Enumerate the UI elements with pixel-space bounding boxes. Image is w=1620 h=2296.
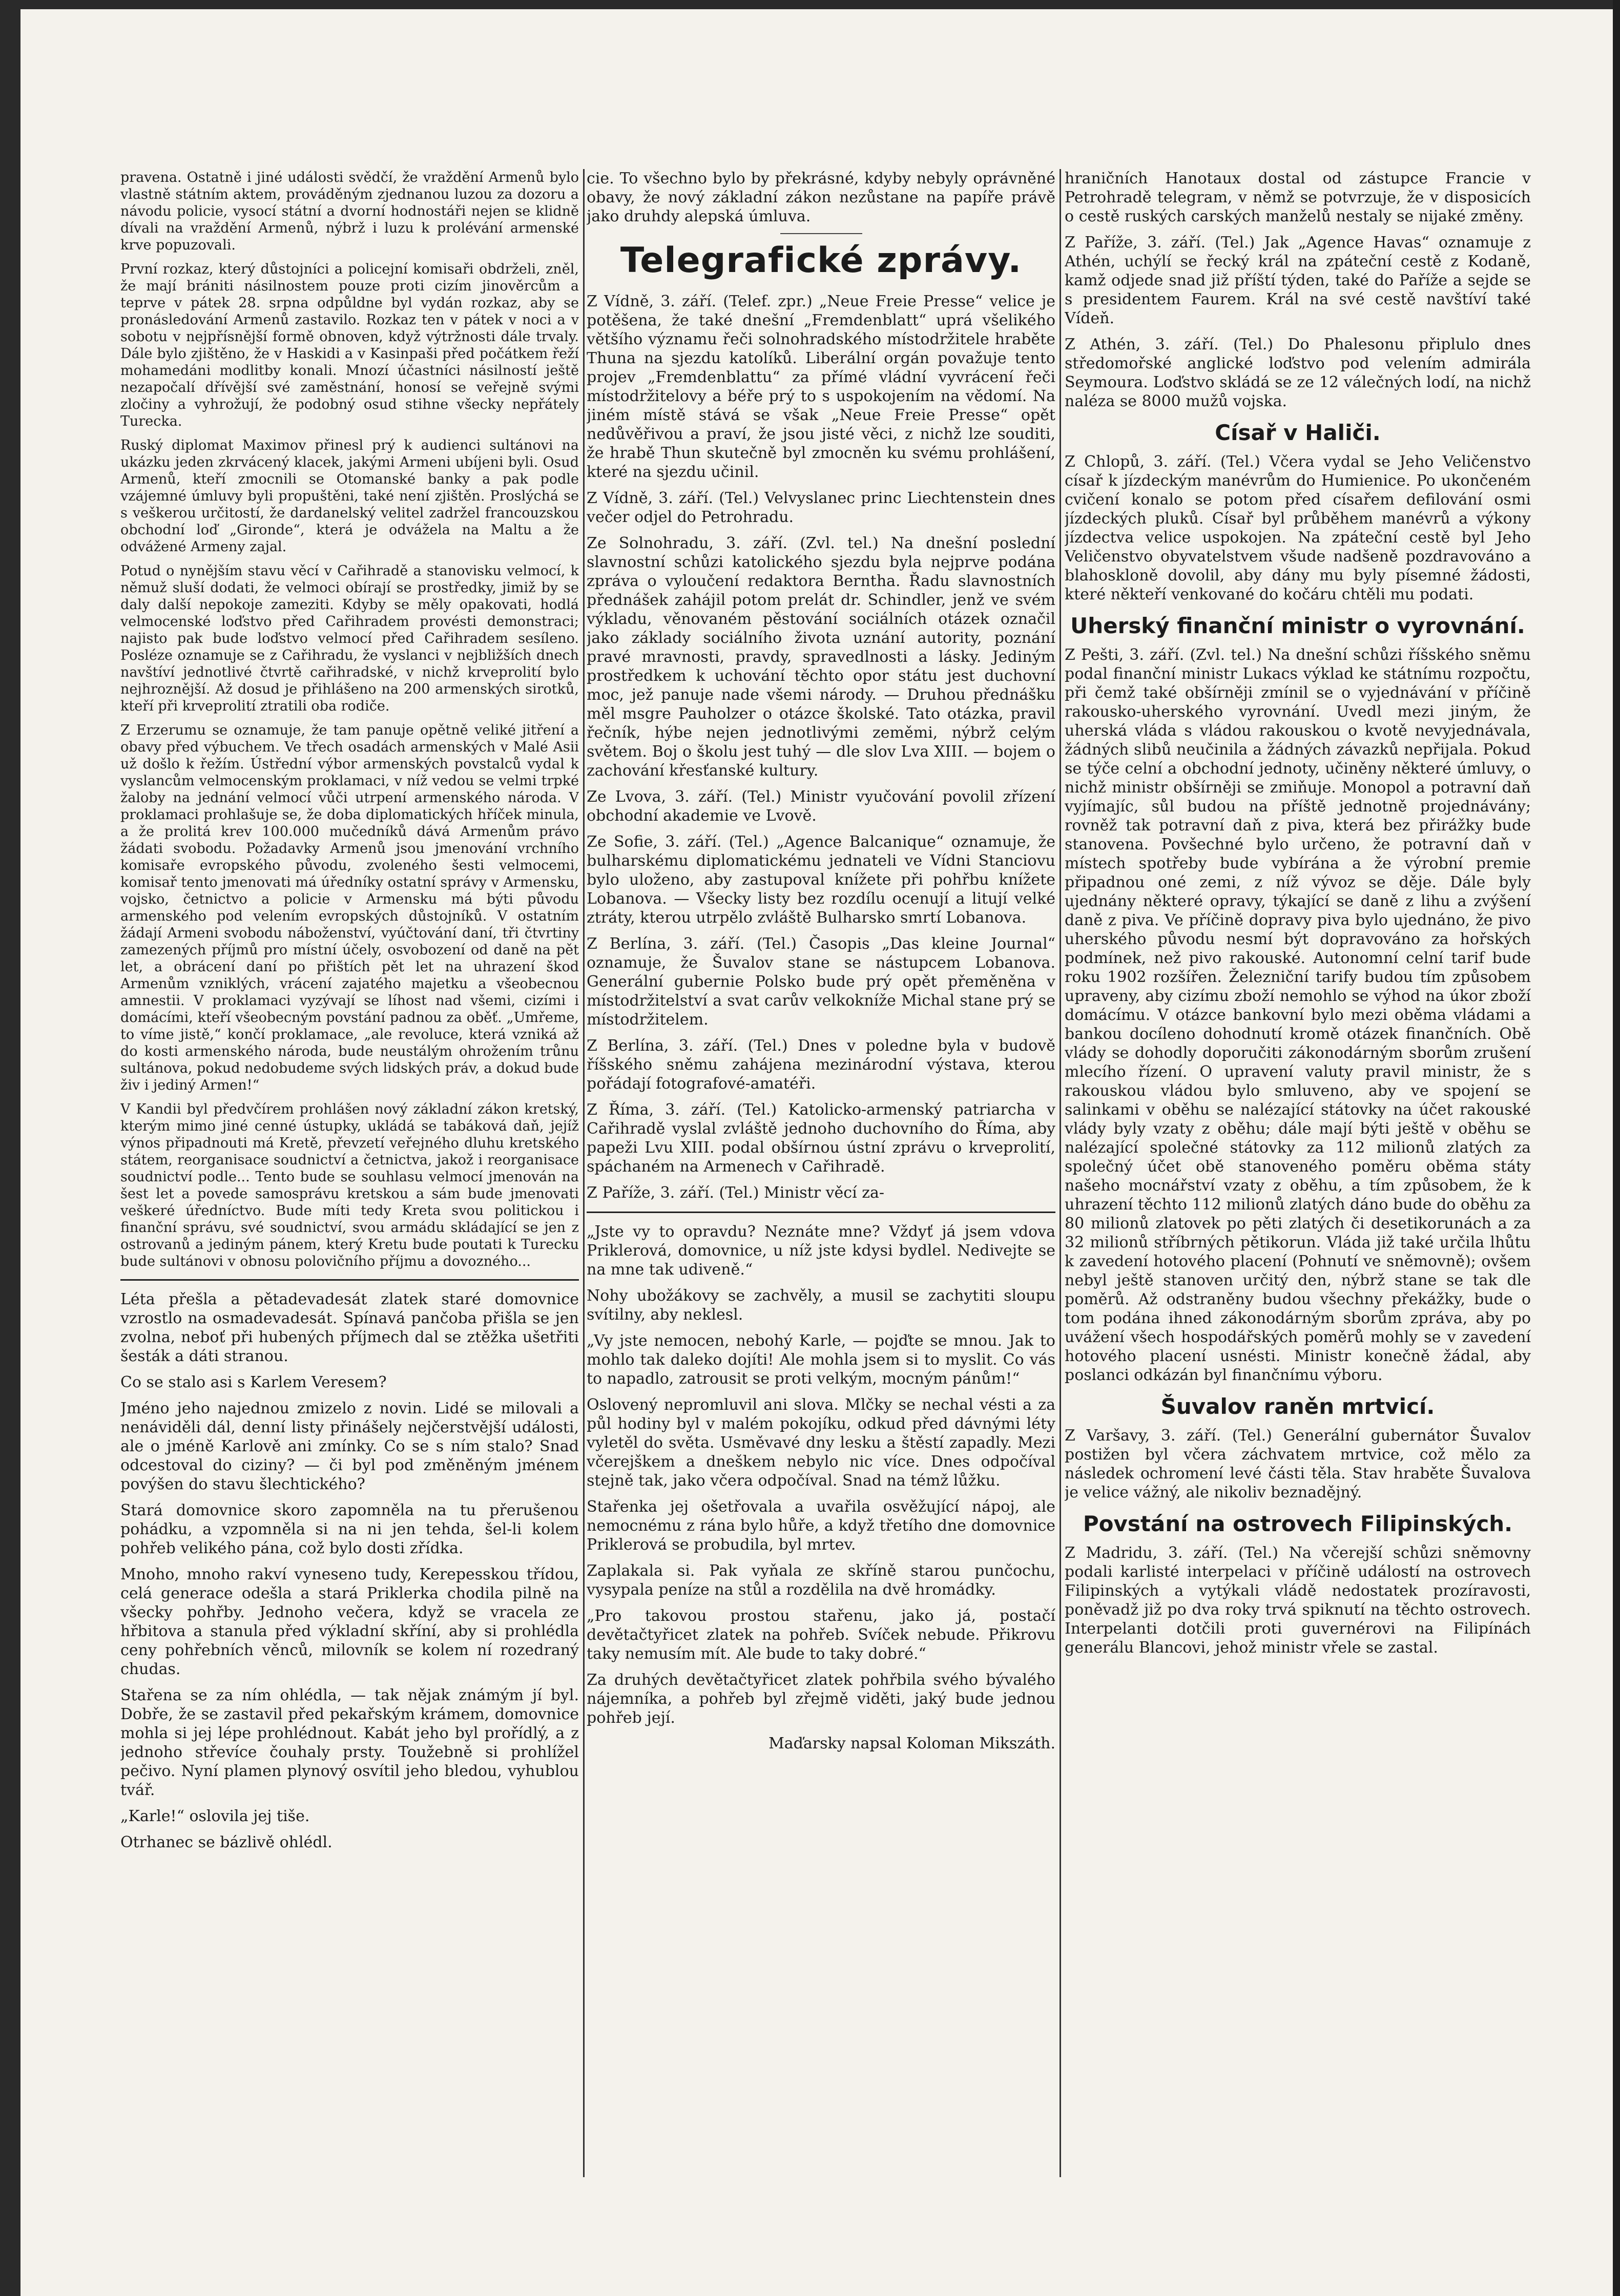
news-item: Ze Lvova, 3. září. (Tel.) Ministr vyučování povolil zřízení obchodní akademie ve Lvově. xyxy=(587,788,1055,825)
author-signature: Maďarsky napsal Koloman Mikszáth. xyxy=(769,1735,1055,1752)
paragraph: hraničních Hanotaux dostal od zástupce Francie v Petrohradě telegram, v němž se potvrzuje, že v disposicích o cestě ruských carských manželů nestaly se nijaké změny. xyxy=(1065,170,1531,225)
paragraph: cie. To všechno bylo by překrásné, kdyby nebyly oprávněné obavy, že nový základní zákon nezůstane na papíře právě jako druhdy alepská úmluva. xyxy=(587,170,1055,225)
scan-top-border xyxy=(0,0,1620,9)
column-2 xyxy=(587,169,1055,2177)
news-item: Z Berlína, 3. září. (Tel.) Dnes v poledne byla v budově říšského sněmu zahájena mezinárodní výstava, kterou pořádají fotografové-amatéři. xyxy=(587,1037,1055,1093)
column-1 xyxy=(120,169,579,2177)
paragraph: „Karle!“ oslovila jej tiše. xyxy=(120,1807,310,1825)
paragraph: „Pro takovou prostou stařenu, jako já, postačí devětačtyřicet zlatek na pohřeb. Svíček nebude. Přikrovu taky nemusím mít. Ale bude to taky dobré.“ xyxy=(587,1607,1055,1663)
paragraph: Z Athén, 3. září. (Tel.) Do Phalesonu připlulo dnes středomořské anglické loďstvo pod velením admirála Seymoura. Loďstvo skládá se ze 12 válečných lodí, na nichž naléza se 8000 mužů vojska. xyxy=(1065,336,1531,410)
paragraph: Z Erzerumu se oznamuje, že tam panuje opětně veliké jitření a obavy před výbuchem. Ve třech osadách armenských v Malé Asii už došlo k řežím. Ústřední výbor armenských povstalců vydal k vyslancům velmocenským proklamaci, v níž vedou se velmi trpké žaloby na jednání velmocí vůči utrpení armenského národa. V proklamaci prohlašuje se, že doba diplomatických hříček minula, a že prolitá krev 100.000 mučedníků dává Armenům právo žádati svobodu. Požadavky Armenů jsou jmenování vrchního komisaře evropského původu, zvoleného šesti velmocemi, komisař tento jmenovati má úředníky ostatní správy v Armensku, vojsko, četnictvo a policie v Armensku má býti původu armenského pod velením evropských důstojníků. V ostatním žádají Armeni svobodu náboženství, vyúčtování daní, tři čtvrtiny zamezených příjmů pro místní účely, osvobození od daně na pět let, a obrácení daní po přištích pět let na uhrazení škod Armenům vzniklých, vrácení zajatého majetku a všeobecnou amnestii. V proklamaci vyzývají se líhost nad všemi, cizími i domácími, kteří všeobecným povstání padnou za oběť. „Umřeme, to víme jistě,“ končí proklamace, „ale revoluce, která vzniká až do kosti armenského národa, bude neustálým ohrožením trůnu sultánova, pokud nedobudeme svých lidských práv, a dokud bude živ i jediný Armen!“ xyxy=(120,722,579,1093)
scan-left-border xyxy=(0,0,20,2296)
paragraph: Oslovený nepromluvil ani slova. Mlčky se nechal vésti a za půl hodiny byl v malém pokojíku, odkud před dávnými léty vyletěl do světa. Usměvavé dny lesku a štěstí zapadly. Mezi včerejškem a dneškem nebylo nic více. Dnes odpočíval stejně tak, jako včera odpočíval. Snad na témž lůžku. xyxy=(587,1396,1055,1490)
paragraph: Otrhanec se bázlivě ohlédl. xyxy=(120,1833,333,1851)
paragraph: Stařenka jej ošetřovala a uvařila osvěžující nápoj, ale nemocnému z rána bylo hůře, a když třetího dne domovnice Priklerová se probudila, byl mrtev. xyxy=(587,1498,1055,1554)
news-item: Z Vídně, 3. září. (Telef. zpr.) „Neue Freie Presse“ velice je potěšena, že také dnešní „Fremdenblatt“ uprá všelikého většího významu řeči solnohradského místodržitele hraběte Thuna na sjezdu katolíků. Liberální orgán považuje tento projev „Fremdenblattu“ za přímé vládní vyvrácení řeči místodržitelovy a béře prý to s uspokojením na vědomí. Na jiném místě stává se však „Neue Freie Presse“ opět nedůvěřivou a praví, že jsou jisté věci, z nichž lze souditi, že hrabě Thun skutečně byl zmocněn ku svému prohlášení, které na sjezdu učinil. xyxy=(587,293,1055,481)
news-item: Ze Solnohradu, 3. září. (Zvl. tel.) Na dnešní poslední slavnostní schůzi katolického sjezdu byla nejprve podána zpráva o vyloučení redaktora Berntha. Řadu slavnostních přednášek zahájil potom prelát dr. Schindler, jenž ve svém výkladu, věnovaném pěstování sociálních otázek označil jako základy sociálního života uznání autority, poznání pravé mravnosti, pravdy, spravedlnosti a lásky. Jediným prostředkem k uchování těchto opor státu jest duchovní moc, jež panuje nade všemi národy. — Druhou přednášku měl msgre Pauholzer o otázce školské. Tato otázka, pravil řečník, hýbe nejen jednotlivými zeměmi, nýbrž celým světem. Boj o školu jest tuhý — dle slov Lva XIII. — bojem o zachování křesťanské kultury. xyxy=(587,534,1055,780)
feuilleton-continued xyxy=(587,1222,1055,1752)
headline-philippines: Povstání na ostrovech Filipinských. xyxy=(1083,1511,1513,1536)
paragraph: Nohy ubožákovy se zachvěly, a musil se zachytiti sloupu svítilny, aby neklesl. xyxy=(587,1287,1055,1324)
paragraph: Mnoho, mnoho rakví vyneseno tudy, Kerepesskou třídou, celá generace odešla a stará Priklerka chodila pilně na všecky pohřby. Jednoho večera, když se vracela ze hřbitova a stanula před výkladní skříní, aby si prohlédla ceny pohřebních věnců, milovník se kolem ní rozedraný chudas. xyxy=(120,1566,579,1678)
paragraph: Z Madridu, 3. září. (Tel.) Na včerejší schůzi sněmovny podali karlisté interpelaci v příčině událostí na ostrovech Filipinských a vytýkali vládě nedostatek prozíravosti, poněvadž již po dva roky trvá spiknutí na těchto ostrovech. Interpelanti dotčili proti guvernérovi na Filipínách generálu Blancovi, jehož ministr vřele se zastal. xyxy=(1065,1544,1531,1657)
paragraph: V Kandii byl předvčírem prohlášen nový základní zákon kretský, kterým mimo jiné cenné ústupky, ukládá se tabáková daň, jejíž výnos připadnouti má Kretě, převzetí veřejného dluhu kretského státem, reorganisace soudnictví a četnictva, jakož i reorganisace soudnictví podle... Tento bude se souhlasu velmocí jmenován na šest let a povede samosprávu kretskou a sám bude jmenovati veškeré úředníctvo. Bude míti tedy Kreta svou politickou i finanční správu, své soudnictví, svou armádu skládající se jen z ostrovanů a jediným pánem, který Kretu bude poutati k Turecku bude sultánovi v obnosu polovičního příjmu a dovozného... xyxy=(120,1101,579,1269)
paragraph: Z Pešti, 3. září. (Zvl. tel.) Na dnešní schůzi říšského sněmu podal finanční ministr Lukacs výklad ke státnímu rozpočtu, při čemž také obšírněji zmínil se o vyjednávání v příčině rakousko-uherského vyrovnání. Uvedl mezi jiným, že uherská vláda s vládou rakouskou o kvotě nevyjednávala, žádných slibů neučinila a žádných závazků nepřijala. Pokud se týče celní a obchodní jednoty, učiněny některé úmluvy, o nichž ministr obšírněji se zmiňuje. Monopol a potravní daň vyjímajíc, sůl budou na příště jednotně projednávány; rovněž tak potravní daň z piva, která bez přirážky bude stanovena. Povšechné bylo určeno, že potravní daň v místech spotřeby bude vybírána a že výrobní premie připadnou oné zemi, z níž vývoz se děje. Dále byly ujednány některé opravy, týkající se daně z lihu a zvýšení daně z piva. Ve příčině dopravy piva bylo ujednáno, že pivo uherského původu nesmí být dopravováno za hořských podmínek, než pivo rakouské. Autonomní celní tarif bude roku 1902 rozšířen. Železniční tarify budou tím způsobem upraveny, aby cizímu zboží nemohlo se výhod na úkor zboží domácímu. V otázce bankovní bylo mezi oběma vládami a bankou docíleno dohodnutí kromě otázek finančních. Obě vlády se dohodly doporučiti zákonodárným sborům zrušení mlecího řízení. O upravení valuty pravil ministr, že s rakouskou vládou bylo smluveno, aby ve spojení se salinkami v oběhu se nalézající státovky na účet rakouské vlády byly vzaty z oběhu; dále mají býti ještě v oběhu se nalézající společné státovky za 112 milionů zlatých za společný účet obě stanoveného poměru oběma státy našeho mocnářství vzaty z oběhu, a tím způsobem, že k uhrazení těchto 112 milionů zlatých dáno bude do oběhu za 80 milionů zlatovek po pěti zlatých či desetikorunách a za 32 milionů stříbrných pětikorun. Vláda již také určila lhůtu k zavedení hotového placení (Pohnutí ve sněmovně); ovšem nebyl ještě stanoven určitý den, nýbrž stane se tak dle poměrů. Až odstraněny budou všechny překážky, bude o tom podána ihned zákonodárným sborům zpráva, aby po uvážení všech hospodářských poměrů mohly se v zavedení hotového placení usnésti. Ministr konečně žádal, aby poslanci odkázán byl finančnímu výboru. xyxy=(1065,646,1531,1384)
article-armenia xyxy=(120,169,579,1270)
paragraph: Z Paříže, 3. září. (Tel.) Jak „Agence Havas“ oznamuje z Athén, uchýlí se řecký král na zpáteční cestě z Kodaně, kamž odjede snad již příští týden, také do Paříže a sejde se s presidentem Faurem. Král na své cestě navštíví také Vídeň. xyxy=(1065,234,1531,327)
paragraph: Stařena se za ním ohlédla, — tak nějak známým jí byl. Dobře, že se zastavil před pekařským krámem, domovnice mohla si jej lépe prohlédnout. Kabát jeho byl prořídlý, a z jednoho střevíce čouhaly prsty. Toužebně si prohlížel pečivo. Nyní plamen plynový osvítil jeho bledou, vyhublou tvář. xyxy=(120,1686,579,1799)
news-item: Z Říma, 3. září. (Tel.) Katolicko-armenský patriarcha v Cařihradě vyslal zvláště jednoho duchovního do Říma, aby papeži Lvu XIII. podal obšírnou ústní zprávu o krveprolití, spáchaném na Armenech v Cařihradě. xyxy=(587,1101,1055,1176)
paragraph: „Jste vy to opravdu? Neznáte mne? Vždyť já jsem vdova Priklerová, domovnice, u níž jste kdysi bydlel. Nedivejte se na mne tak udiveně.“ xyxy=(587,1223,1055,1279)
feuilleton-story xyxy=(120,1290,579,1852)
feuilleton-rule xyxy=(587,1212,1055,1213)
paragraph: Co se stalo asi s Karlem Veresem? xyxy=(120,1373,387,1391)
paragraph: „Vy jste nemocen, nebohý Karle, — pojďte se mnou. Jak to mohlo tak daleko dojíti! Ale mohla jsem si to myslit. Co vás to napadlo, zatrousit se proti velkým, mocným pánům!“ xyxy=(587,1332,1055,1388)
column-3 xyxy=(1065,169,1531,2177)
feuilleton-rule xyxy=(120,1279,579,1281)
paragraph: Ruský diplomat Maximov přinesl prý k audienci sultánovi na ukázku jeden zkrvácený klacek, jakými Armeni ubíjeni byli. Osud Armenů, kteří zmocnili se Otomanské banky a pak podle vzájemné úmluvy byli propuštěni, také není zjištěn. Proslýchá se s veškerou určitostí, že dardanelský velitel zadržel francouzskou obchodní loď „Gironde“, která je odvážela na Maltu a že odvážené Armeny zajal. xyxy=(120,437,579,555)
headline-suvalov: Šuvalov raněn mrtvicí. xyxy=(1160,1394,1435,1419)
headline-hungarian-finance-minister: Uherský finanční ministr o vyrovnání. xyxy=(1070,613,1525,638)
paragraph: Za druhých devětačtyřicet zlatek pohřbila svého bývalého nájemníka, a pohřeb byl zřejmě viděti, jaký bude jednou pohřeb její. xyxy=(587,1671,1055,1727)
scan-right-border xyxy=(1613,0,1620,2296)
news-item: Z Berlína, 3. září. (Tel.) Časopis „Das kleine Journal“ oznamuje, že Šuvalov stane se nástupcem Lobanova. Generální gubernie Polsko bude prý opět přeměněna v místodržitelství a svat carův velkokníže Michal stane prý se místodržitelem. xyxy=(587,935,1055,1029)
paragraph: První rozkaz, který důstojníci a policejní komisaři obdrželi, zněl, že mají brániti násilnostem pouze proti cizím jinověrcům a teprve v pátek 28. srpna odpůldne byl vydán rozkaz, aby se pronásledování Armenů zastavilo. Rozkaz ten v pátek v noci a v sobotu v nejpřísnější formě obnoven, když výtržnosti dále trvaly. Dále bylo zjištěno, že v Haskidi a v Kasinpaši před počátkem řeží mohamedáni modlitby konali. Mnozí účastníci násilností ještě nezapočalí dřívější své zaměstnání, honosí se veřejně svými zločiny a vyhrožují, že podobný osud stihne všecky nepřátely Turecka. xyxy=(120,261,579,429)
paragraph: pravena. Ostatně i jiné události svědčí, že vraždění Armenů bylo vlastně státním aktem, prováděným zjednanou luzou za dozoru a návodu policie, vysocí státní a dvorní hodnostáři nejen se klidně dívali na vraždění Armenů, nýbrž i luzu k prolévání armenské krve popuzovali. xyxy=(120,170,579,253)
paragraph: Potud o nynějším stavu věcí v Cařihradě a stanovisku velmocí, k němuž sluší dodati, že velmoci obírají se prostředky, jimiž by se daly další nepokoje zameziti. Kdyby se měly opakovati, hodlá velmocenské loďstvo před Cařihradem provésti demonstraci; najisto pak bude loďstvo velmocí před Cařihradem sesíleno. Posléze oznamuje se z Cařihradu, že vyslanci v nejbližších dnech navštíví jednotlivé čtvrtě cařihradské, v nichž krveprolití bylo nejhroznější. Až dosud je přihlášeno na 200 armenských sirotků, kteří při krveprolití ztratili oba rodiče. xyxy=(120,563,579,714)
telegraphic-news xyxy=(587,292,1055,1202)
paragraph: Z Chlopů, 3. září. (Tel.) Včera vydal se Jeho Veličenstvo císař k jízdeckým manévrům do Humienice. Po ukončeném cvičení konalo se potom před císařem defilování osmi jízdeckých pluků. Císař byl průběhem manévrů a výkony jízdectva velice uspokojen. Na zpáteční cestě byl Jeho Veličenstvo obyvatelstvem všude nadšeně pozdravováno a blahoskloně dovolil, aby dány mu byly písemné žádosti, které někteří venkované do kočáru chtěli mu podati. xyxy=(1065,453,1531,603)
news-item: Z Vídně, 3. září. (Tel.) Velvyslanec princ Liechtenstein dnes večer odjel do Petrohradu. xyxy=(587,489,1055,526)
paragraph: Stará domovnice skoro zapomněla na tu přerušenou pohádku, a vzpomněla si na ni jen tehda, šel-li kolem pohřeb velikého pána, což bylo dosti zřídka. xyxy=(120,1501,579,1557)
short-rule xyxy=(780,233,862,234)
column-rule-1 xyxy=(583,169,585,2177)
paragraph: Zaplakala si. Pak vyňala ze skříně starou punčochu, vysypala peníze na stůl a rozdělila na dvě hromádky. xyxy=(587,1562,1055,1599)
paragraph: Léta přešla a pětadevadesát zlatek staré domovnice vzrostlo na osmadevadesát. Spínavá pančoba přišla se jen zvolna, neboť při hubených příjmech dal se ztěžka ušetřiti šesták a dáti stranou. xyxy=(120,1290,579,1365)
paragraph: Z Varšavy, 3. září. (Tel.) Generální gubernátor Šuvalov postižen byl včera záchvatem mrtvice, což mělo za následek ochromení levé části těla. Stav hraběte Šuvalova je velice vážný, ale nikoliv beznadějný. xyxy=(1065,1427,1531,1501)
section-heading-telegraphic: Telegrafické zprávy. xyxy=(620,240,1022,281)
news-item: Ze Sofie, 3. září. (Tel.) „Agence Balcanique“ oznamuje, že bulharskému diplomatickému jednateli ve Vídni Stanciovu bylo uloženo, aby zastupoval knížete při pohřbu knížete Lobanova. — Všecky listy bez rozdílu ocenují a litují velké ztráty, kterou utrpělo zvláště Bulharsko smrtí Lobanova. xyxy=(587,833,1055,927)
news-item: Z Paříže, 3. září. (Tel.) Ministr věcí za- xyxy=(587,1184,885,1202)
headline-emperor-galicia: Císař v Haliči. xyxy=(1215,420,1381,445)
column-rule-2 xyxy=(1060,169,1061,2177)
paragraph: Jméno jeho najednou zmizelo z novin. Lidé se milovali a nenáviděli dál, denní listy přinášely nejčerstvější události, ale o jméně Karlově ani zmínky. Co se s ním stalo? Snad odcestoval do ciziny? — či byl pod změněným jménem povýšen do stavu šlechtického? xyxy=(120,1400,579,1493)
